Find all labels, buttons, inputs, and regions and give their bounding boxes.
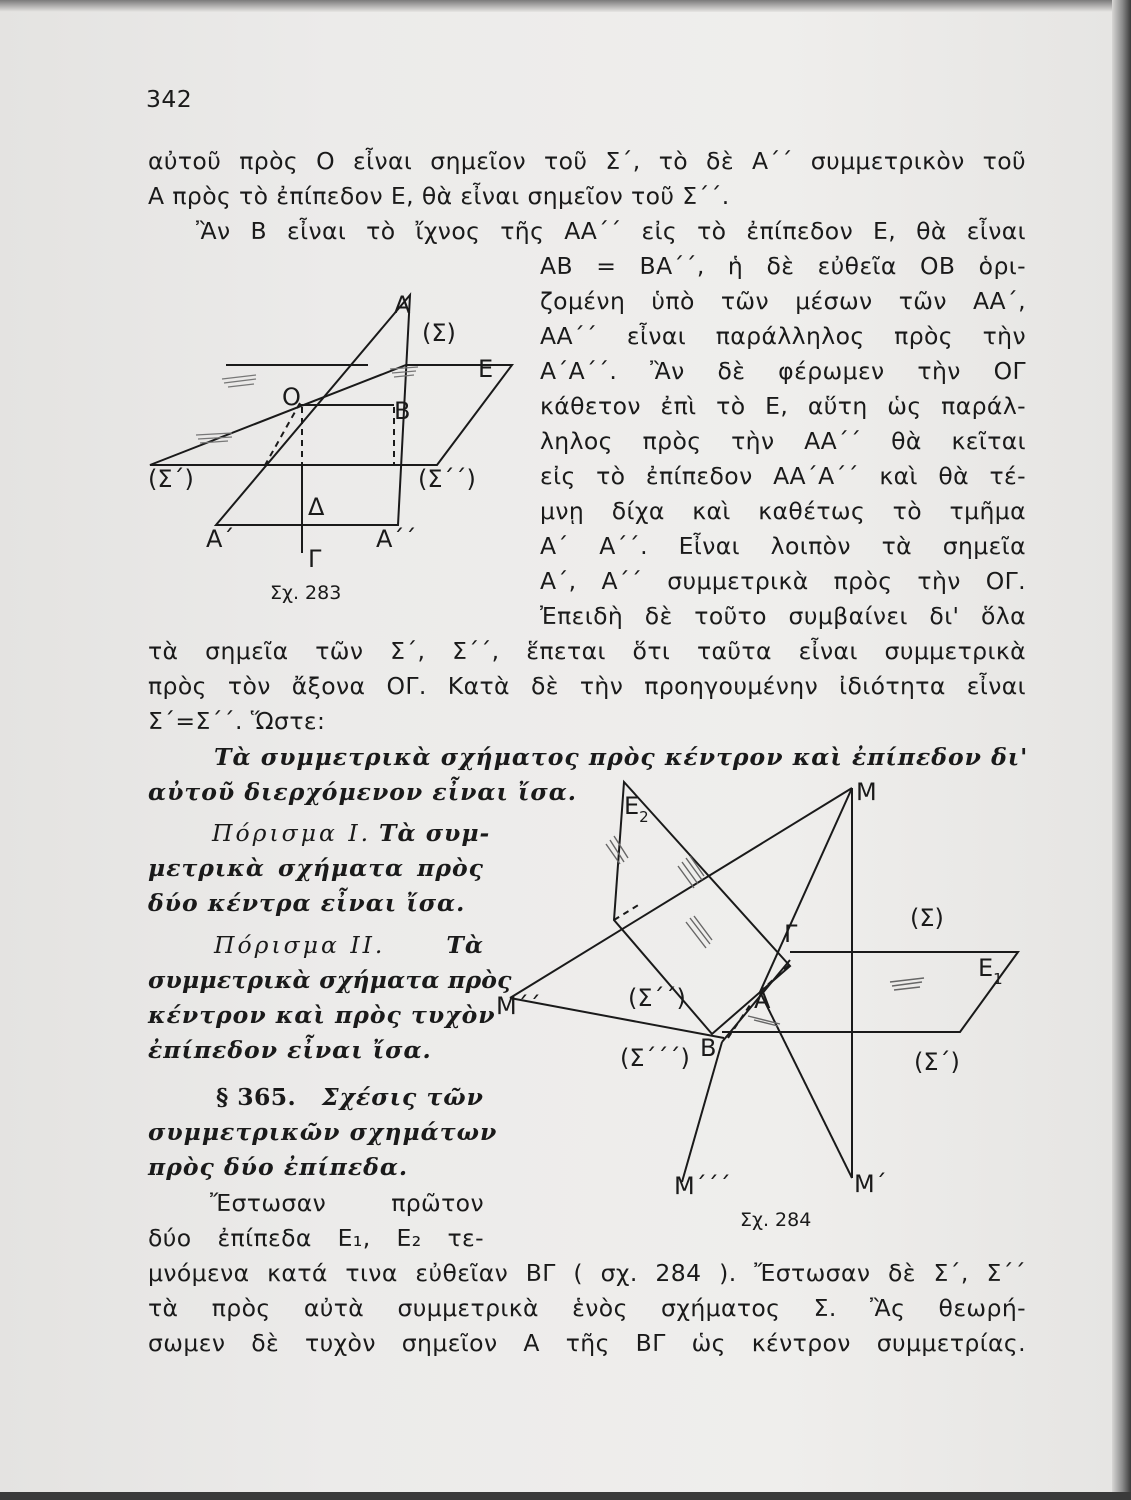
shade-mark [390,367,418,377]
page-number: 342 [146,85,193,113]
text-line: Σ΄=Σ΄΄. Ὥστε: [148,707,326,735]
text-line: Α΄, Α΄΄ συμμετρικὰ πρὸς τὴν ΟΓ. [540,567,1026,595]
text-line: αὐτοῦ πρὸς Ο εἶναι σημεῖον τοῦ Σ΄, τὸ δὲ Α΄΄ συμμετρικὸν τοῦ [148,147,1026,175]
porisma-2-text: Τὰ [446,931,484,959]
porisma-1-text: Τὰ συμ- [378,819,491,847]
label-gamma: Γ [784,920,798,948]
label-e1: $E_1$ [978,954,1003,988]
text-line: Ἐπειδὴ δὲ τοῦτο συμβαίνει δι' ὅλα [540,602,1026,630]
line-m-a [760,788,852,992]
label-sigma1: (Σ΄) [914,1048,960,1076]
text-line: ζομένη ὑπὸ τῶν μέσων τῶν ΑΑ΄, [540,287,1026,315]
label-e2: $E_2$ [624,792,649,826]
label-m2: Μ΄΄ [496,992,541,1020]
label-a: Α [394,291,411,319]
shade-mark [890,978,924,990]
label-o: Ο [282,383,301,411]
text-line: σωμεν δὲ τυχὸν σημεῖον Α τῆς ΒΓ ὡς κέντρον συμμετρίας. [148,1329,1026,1357]
section-title-line: πρὸς δύο ἐπίπεδα. [148,1153,409,1181]
figure-284-caption: Σχ. 284 [740,1209,812,1231]
text-line: ληλος πρὸς τὴν ΑΑ΄΄ θὰ κεῖται [540,427,1026,455]
theorem-line: αὐτοῦ διερχόμενον εἶναι ἴσα. [148,778,577,806]
shade-mark [606,836,628,864]
text-line: Α΄Α΄΄. Ἂν δὲ φέρωμεν τὴν ΟΓ [540,357,1026,385]
text-line: μνῃ δίχα καὶ καθέτως τὸ τμῆμα [540,497,1026,525]
section-title-line: συμμετρικῶν σχημάτων [148,1118,498,1146]
section-title: Σχέσις τῶν [321,1083,484,1111]
label-a2: Α΄΄ [376,525,417,553]
label-sigma2: (Σ΄΄) [628,984,686,1012]
line-m2-m [510,788,852,998]
label-delta: Δ [308,493,325,521]
label-gamma: Γ [308,545,322,573]
shade-mark [686,916,712,948]
scan-top-shadow [0,0,1131,12]
section-number: § 365. [216,1083,297,1111]
label-sigma: (Σ) [910,904,944,932]
plane-e-outline [150,365,512,465]
dashed-m2 [614,904,640,920]
porisma-1-label: Πόρισμα Ι. [212,819,372,847]
scan-right-edge [1112,0,1131,1500]
label-b: Β [700,1034,717,1062]
text-line: πρὸς τὸν ἄξονα ΟΓ. Κατὰ δὲ τὴν προηγουμένην ἰδιότητα εἶναι [148,672,1026,700]
porisma-2 [214,928,484,963]
figure-284 [490,770,1050,1240]
label-sigma2: (Σ΄΄) [418,465,476,493]
text-line: εἰς τὸ ἐπίπεδον ΑΑ΄Α΄΄ καὶ θὰ τέ- [540,462,1026,490]
label-sigma: (Σ) [422,319,456,347]
triangle-edges [216,295,410,525]
porisma-1-line: μετρικὰ σχήματα πρὸς [148,854,484,882]
line-a-m1-dashed [760,992,852,1178]
section-heading [216,1080,484,1115]
shade-mark [678,856,704,888]
label-sigma3: (Σ΄΄΄) [620,1044,690,1072]
text-line: κάθετον ἐπὶ τὸ Ε, αὕτη ὡς παράλ- [540,392,1026,420]
porisma-2-label: Πόρισμα ΙΙ. [214,931,386,959]
porisma-2-line: ἐπίπεδον εἶναι ἴσα. [148,1036,432,1064]
text-line: Ἔστωσαν πρῶτον [210,1189,484,1217]
label-m1: Μ΄ [854,1170,887,1198]
text-line: δύο ἐπίπεδα Ε₁, Ε₂ τε- [148,1224,484,1252]
label-m3: Μ΄΄΄ [674,1172,731,1200]
text-line: μνόμενα κατά τινα εὐθεῖαν ΒΓ ( σχ. 284 ). Ἔστωσαν δὲ Σ΄, Σ΄΄ [148,1259,1026,1287]
label-sigma1: (Σ΄) [148,465,194,493]
label-m: Μ [856,778,877,806]
text-line: ΑΒ = ΒΑ΄΄, ἡ δὲ εὐθεῖα ΟΒ ὁρι- [540,252,1026,280]
text-line: Α πρὸς τὸ ἐπίπεδον Ε, θὰ εἶναι σημεῖον τοῦ Σ΄΄. [148,182,730,210]
text-line: τὰ σημεῖα τῶν Σ΄, Σ΄΄, ἕπεται ὅτι ταῦτα εἶναι συμμετρικὰ [148,637,1026,665]
figure-283-caption: Σχ. 283 [270,582,342,604]
line-m2-b [510,998,724,1038]
theorem-line: Τὰ συμμετρικὰ σχήματος πρὸς κέντρον καὶ ἐπίπεδον δι' [214,743,1029,771]
text-line: τὰ πρὸς αὐτὰ συμμετρικὰ ἑνὸς σχήματος Σ. Ἂς θεωρή- [148,1294,1026,1322]
porisma-2-line: συμμετρικὰ σχήματα πρὸς [148,966,512,994]
shade-mark [222,375,256,387]
text-line: Α΄ Α΄΄. Εἶναι λοιπὸν τὰ σημεῖα [540,532,1026,560]
label-e: Ε [478,355,494,383]
figure-283 [140,285,540,615]
text-line: Ἂν Β εἶναι τὸ ἴχνος τῆς ΑΑ΄΄ εἰς τὸ ἐπίπεδον Ε, θὰ εἶναι [196,217,1026,245]
scan-bottom-edge [0,1492,1131,1500]
porisma-1-line: δύο κέντρα εἶναι ἴσα. [148,889,466,917]
porisma-1 [212,816,490,851]
label-a: Α [754,986,771,1014]
label-a1: Α΄ [206,525,235,553]
text-line: ΑΑ΄΄ εἶναι παράλληλος πρὸς τὴν [540,322,1026,350]
porisma-2-line: κέντρον καὶ πρὸς τυχὸν [148,1001,496,1029]
label-b: Β [394,397,411,425]
